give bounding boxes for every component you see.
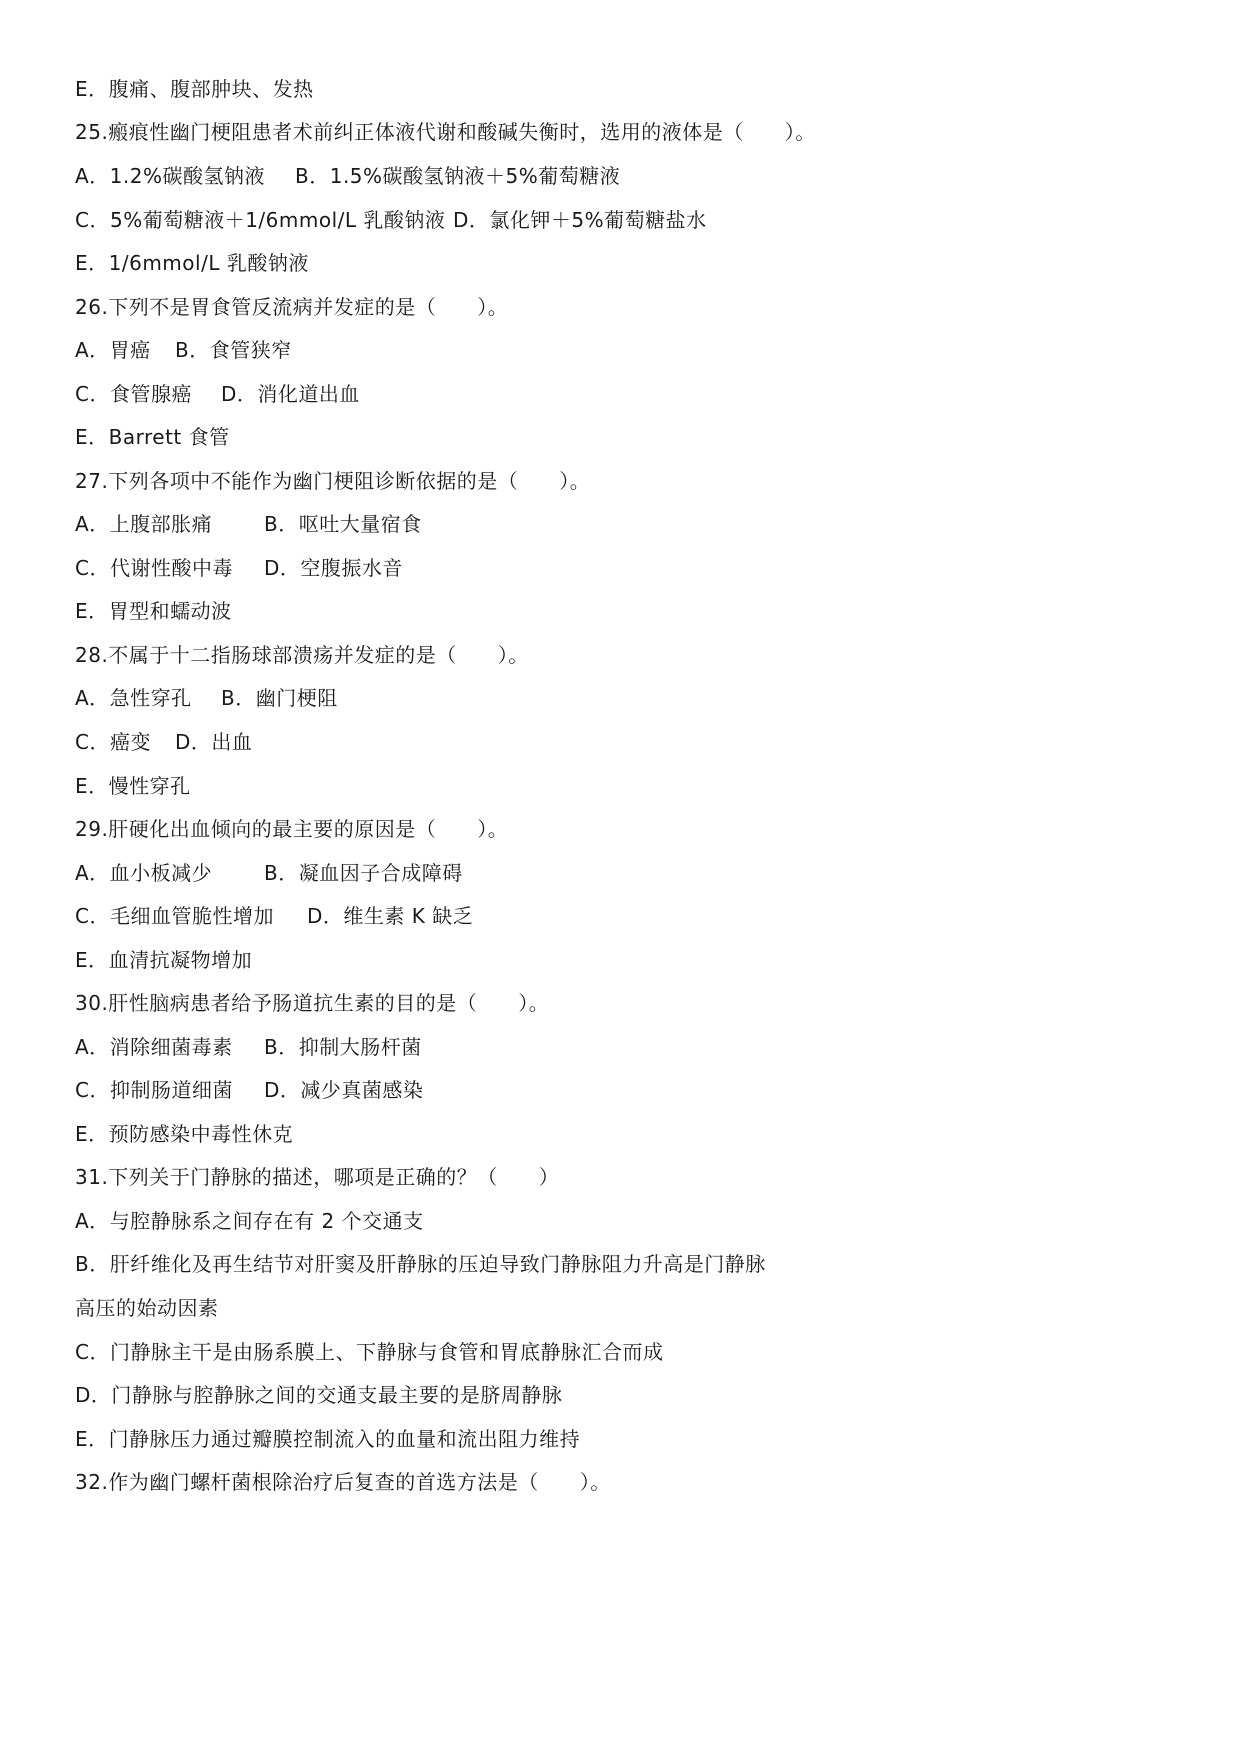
options-row — [75, 858, 463, 888]
option: C．5%葡萄糖液＋1/6mmol/L 乳酸钠液 — [75, 208, 446, 232]
options-row — [75, 727, 252, 757]
option: B．食管狭窄 — [175, 338, 292, 362]
option-line — [75, 596, 232, 626]
option-line — [75, 1424, 580, 1454]
option: A．消除细菌毒素 — [75, 1035, 233, 1059]
options-row — [75, 553, 403, 583]
options-row — [75, 205, 707, 235]
text: 高压的始动因素 — [75, 1296, 219, 1320]
option: B．1.5%碳酸氢钠液＋5%葡萄糖液 — [295, 164, 621, 188]
text: E．预防感染中毒性休克 — [75, 1122, 294, 1146]
text: E．血清抗凝物增加 — [75, 948, 253, 972]
option: C．代谢性酸中毒 — [75, 556, 233, 580]
question-line — [75, 1162, 559, 1192]
option: D．消化道出血 — [221, 382, 360, 406]
text: E．门静脉压力通过瓣膜控制流入的血量和流出阻力维持 — [75, 1427, 581, 1451]
option-line-continuation — [75, 1293, 219, 1323]
option: D．氯化钾＋5%葡萄糖盐水 — [453, 208, 707, 232]
options-row — [75, 683, 338, 713]
question-line — [75, 640, 529, 670]
text: 27.下列各项中不能作为幽门梗阻诊断依据的是（ ）。 — [75, 469, 591, 493]
text: B．肝纤维化及再生结节对肝窦及肝静脉的压迫导致门静脉阻力升高是门静脉 — [75, 1252, 766, 1276]
text: C．门静脉主干是由肠系膜上、下静脉与食管和胃底静脉汇合而成 — [75, 1340, 664, 1364]
options-row — [75, 509, 422, 539]
option-line — [75, 945, 252, 975]
option: B．凝血因子合成障碍 — [264, 861, 463, 885]
option-line — [75, 1249, 766, 1279]
option: C．癌变 — [75, 730, 151, 754]
text: E．慢性穿孔 — [75, 774, 191, 798]
text: 31.下列关于门静脉的描述，哪项是正确的？（ ） — [75, 1165, 560, 1189]
question-line — [75, 292, 508, 322]
option: C．食管腺癌 — [75, 382, 192, 406]
options-row — [75, 1032, 422, 1062]
question-line — [75, 1467, 611, 1497]
options-row — [75, 161, 620, 191]
text: D．门静脉与腔静脉之间的交通支最主要的是脐周静脉 — [75, 1383, 563, 1407]
option: B．抑制大肠杆菌 — [264, 1035, 422, 1059]
question-line — [75, 988, 549, 1018]
option: C．抑制肠道细菌 — [75, 1078, 233, 1102]
text: E．腹痛、腹部肿块、发热 — [75, 77, 314, 101]
option: A．胃癌 — [75, 338, 151, 362]
option: D．空腹振水音 — [264, 556, 403, 580]
option-line — [75, 422, 230, 452]
options-row — [75, 379, 360, 409]
text: E．Barrett 食管 — [75, 425, 230, 449]
text: A．与腔静脉系之间存在有 2 个交通支 — [75, 1209, 424, 1233]
question-line — [75, 117, 816, 147]
options-row — [75, 1075, 423, 1105]
option-line — [75, 248, 309, 278]
option: D．减少真菌感染 — [264, 1078, 424, 1102]
option: A．急性穿孔 — [75, 686, 192, 710]
option: D．出血 — [175, 730, 253, 754]
option-line — [75, 1380, 562, 1410]
option: A．1.2%碳酸氢钠液 — [75, 164, 265, 188]
option-line — [75, 771, 191, 801]
option: A．上腹部胀痛 — [75, 512, 213, 536]
option: C．毛细血管脆性增加 — [75, 904, 274, 928]
question-line — [75, 466, 590, 496]
text: E．1/6mmol/L 乳酸钠液 — [75, 251, 309, 275]
option: B．呕吐大量宿食 — [264, 512, 422, 536]
text: 25.瘢痕性幽门梗阻患者术前纠正体液代谢和酸碱失衡时，选用的液体是（ ）。 — [75, 120, 816, 144]
option-line — [75, 1119, 293, 1149]
option-line — [75, 1206, 424, 1236]
text: 30.肝性脑病患者给予肠道抗生素的目的是（ ）。 — [75, 991, 550, 1015]
options-row — [75, 335, 292, 365]
option: B．幽门梗阻 — [221, 686, 338, 710]
option-line — [75, 1337, 663, 1367]
question-line — [75, 814, 508, 844]
option-line — [75, 74, 314, 104]
option: A．血小板减少 — [75, 861, 213, 885]
option: D．维生素 K 缺乏 — [307, 904, 474, 928]
text: E．胃型和蠕动波 — [75, 599, 232, 623]
text: 32.作为幽门螺杆菌根除治疗后复查的首选方法是（ ）。 — [75, 1470, 611, 1494]
text: 29.肝硬化出血倾向的最主要的原因是（ ）。 — [75, 817, 509, 841]
text: 28.不属于十二指肠球部溃疡并发症的是（ ）。 — [75, 643, 529, 667]
options-row — [75, 901, 473, 931]
text: 26.下列不是胃食管反流病并发症的是（ ）。 — [75, 295, 509, 319]
